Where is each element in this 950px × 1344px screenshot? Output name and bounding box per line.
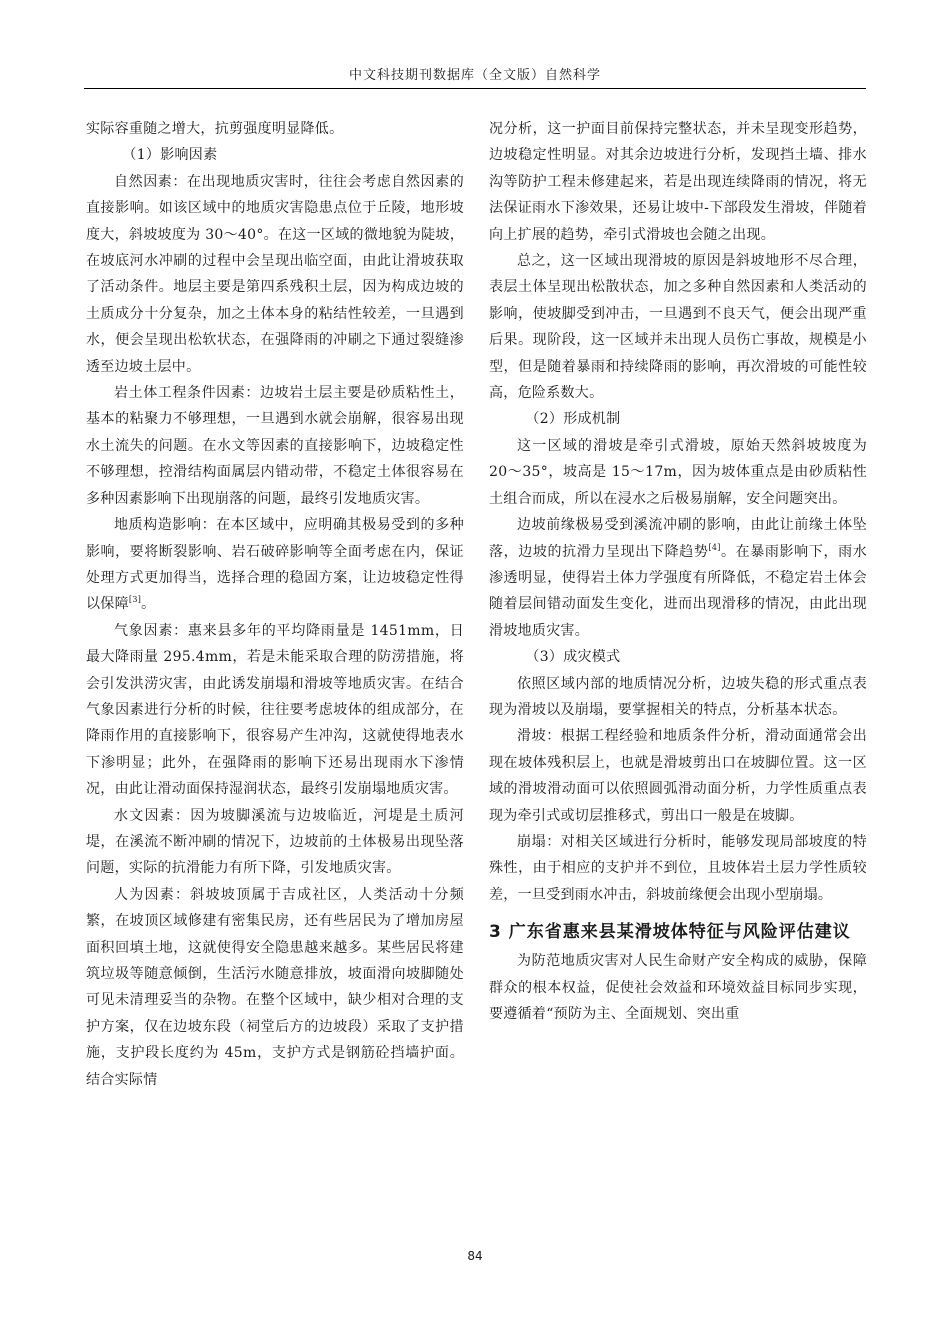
- paragraph-landslide: 滑坡：根据工程经验和地质条件分析，滑动面通常会出现在坡体残积层上，也就是滑坡剪出口在坡脚位置。这一区域的滑坡滑动面可以依照圆弧滑动面分析，力学性质重点表现为牵引式或切层推移式，剪出口一般是在坡脚。: [489, 728, 867, 824]
- subheading-influencing-factors: （1）影响因素: [122, 147, 218, 164]
- paragraph-continuation: 况分析，这一护面目前保持完整状态，并未呈现变形趋势，边坡稳定性明显。对其余边坡进行分析，发现挡土墙、排水沟等防护工程未修建起来，若是出现连续降雨的情况，将无法保证雨水下渗效果，还易让坡中-下部段发生滑坡，伴随着向上扩展的趋势，牵引式滑坡也会随之出现。: [489, 121, 867, 243]
- citation-ref: [3]: [128, 595, 142, 605]
- paragraph-geologic-structure: [86, 512, 464, 618]
- paragraph-hydrological-factors: 水文因素：因为坡脚溪流与边坡临近，河堤是土质河堤，在溪流不断冲刷的情况下，边坡前的土体极易出现坠落问题，实际的抗滑能力有所下降，引发地质灾害。: [86, 807, 464, 877]
- paragraph-collapse: 崩塌：对相关区域进行分析时，能够发现局部坡度的特殊性，由于相应的支护并不到位，且坡体岩土层力学性质较差，一旦受到雨水冲击，斜坡前缘便会出现小型崩塌。: [489, 833, 867, 903]
- paragraph-prevention: 为防范地质灾害对人民生命财产安全构成的威胁，保障群众的根本权益，促使社会效益和环境效益目标同步实现，要遵循着“预防为主、全面规划、突出重: [489, 953, 867, 1022]
- paragraph-failure-forms: 依照区域内部的地质情况分析，边坡失稳的形式重点表现为滑坡以及崩塌，要掌握相关的特点，分析基本状态。: [489, 675, 867, 718]
- paragraph-text-end: 。在暴雨影响下，雨水渗透明显，使得岩土体力学强度有所降低，不稳定岩土体会随着层间错动面发生变化，进而出现滑移的情况，由此出现滑坡地质灾害。: [489, 543, 868, 639]
- paragraph-text-end: 。: [141, 596, 156, 613]
- subheading-disaster-mode: （3）成灾模式: [525, 649, 621, 666]
- subheading-formation-mechanism: （2）形成机制: [525, 411, 621, 428]
- paragraph-meteorological-factors: 气象因素：惠来县多年的平均降雨量是 1451mm，日最大降雨量 295.4mm，若是未能采取合理的防涝措施，将会引发洪涝灾害，由此诱发崩塌和滑坡等地质灾害。在结合气象因素进行分析的时候，往往要考虑坡体的组成部分，在降雨作用的直接影响下，很容易产生冲沟，这就使得地表水下渗明显；此外，在强降雨的影响下还易出现雨水下渗情况，由此让滑动面保持湿润状态，最终引发崩塌地质灾害。: [86, 622, 464, 798]
- header-rule: [84, 88, 866, 89]
- section-title: 3 广东省惠来县某滑坡体特征与风险评估建议: [489, 922, 851, 943]
- paragraph-text: 地质构造影响：在本区域中，应明确其极易受到的多种影响，要将断裂影响、岩石破碎影响等全面考虑在内，保证处理方式更加得当，选择合理的稳固方案，让边坡稳定性得以保障: [86, 517, 464, 613]
- paragraph-slope-front-erosion: [489, 512, 867, 644]
- page-number: 84: [467, 1249, 483, 1263]
- paragraph-traction-landslide: 这一区域的滑坡是牵引式滑坡，原始天然斜坡坡度为 20～35°，坡高是 15～17m，因为坡体重点是由砂质粘性土组合而成，所以在浸水之后极易崩解，安全问题突出。: [489, 437, 867, 507]
- paragraph-text: 边坡前缘极易受到溪流冲刷的影响，由此让前缘土体坠落，边坡的抗滑力呈现出下降趋势: [489, 517, 867, 560]
- paragraph-human-factors: 人为因素：斜坡坡顶属于吉成社区，人类活动十分频繁，在坡顶区域修建有密集民房，还有些居民为了增加房屋面积回填土地，这就使得安全隐患越来越多。某些居民将建筑垃圾等随意倾倒，生活污水随意排放，坡面滑向坡脚随处可见未清理妥当的杂物。在整个区域中，缺少相对合理的支护方案，仅在边坡东段（祠堂后方的边坡段）采取了支护措施，支护段长度约为 45m，支护方式是钢筋砼挡墙护面。结合实际情: [86, 886, 464, 1088]
- paragraph-natural-factors: 自然因素：在出现地质灾害时，往往会考虑自然因素的直接影响。如该区域中的地质灾害隐患点位于丘陵，地形坡度大，斜坡坡度为 30～40°。在这一区域的微地貌为陡坡，在坡底河水冲刷的过程中会呈现出临空面，由此让滑坡获取了活动条件。地层主要是第四系残积土层，因为构成边坡的土质成分十分复杂，加之土体本身的粘结性较差，一旦遇到水，便会呈现出松软状态，在强降雨的冲刷之下通过裂缝渗透至边坡土层中。: [86, 173, 464, 375]
- paragraph-continuation: 实际容重随之增大，抗剪强度明显降低。: [86, 121, 344, 137]
- paragraph-summary: 总之，这一区域出现滑坡的原因是斜坡地形不尽合理，表层土体呈现出松散状态，加之多种自然因素和人类活动的影响，使坡脚受到冲击，一旦遇到不良天气，便会出现严重后果。现阶段，这一区域并未出现人员伤亡事故，规模是小型，但是随着暴雨和持续降雨的影响，再次滑坡的可能性较高，危险系数大。: [489, 253, 867, 402]
- left-column: [86, 116, 464, 1093]
- right-column: [489, 116, 867, 1027]
- paragraph-rock-soil-factors: 岩土体工程条件因素：边坡岩土层主要是砂质粘性土，基本的粘聚力不够理想，一旦遇到水就会崩解，很容易出现水土流失的问题。在水文等因素的直接影响下，边坡稳定性不够理想，控滑结构面属层内错动带，不稳定土体很容易在多种因素影响下出现崩落的问题，最终引发地质灾害。: [86, 385, 464, 507]
- journal-header: 中文科技期刊数据库（全文版）自然科学: [348, 68, 601, 83]
- citation-ref: [4]: [708, 542, 721, 552]
